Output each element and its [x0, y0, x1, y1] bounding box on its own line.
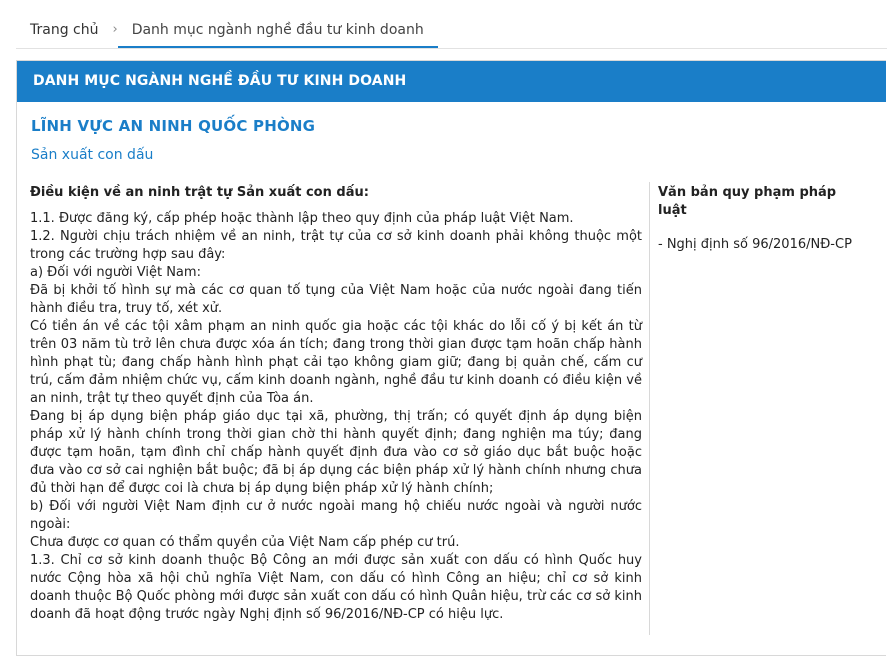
condition-paragraph: b) Đối với người Việt Nam định cư ở nước ngoài mang hộ chiếu nước ngoài và người nước ngoài: — [30, 499, 642, 532]
breadcrumb-current: Danh mục ngành nghề đầu tư kinh doanh — [118, 20, 438, 48]
conditions-body — [30, 210, 642, 624]
condition-paragraph: Đã bị khởi tố hình sự mà các cơ quan tố tụng của Việt Nam hoặc của nước ngoài đang tiến hành điều tra, truy tố, xét xử. — [30, 283, 642, 316]
condition-paragraph: a) Đối với người Việt Nam: — [30, 265, 201, 280]
condition-paragraph: Chưa được cơ quan có thẩm quyền của Việt Nam cấp phép cư trú. — [30, 535, 460, 550]
panel-header: DANH MỤC NGÀNH NGHỀ ĐẦU TƯ KINH DOANH — [17, 61, 886, 102]
condition-paragraph: 1.3. Chỉ cơ sở kinh doanh thuộc Bộ Công an mới được sản xuất con dấu có hình Quốc huy nước Cộng hòa xã hội chủ nghĩa Việt Nam, con dấu có hình Công an hiệu; chỉ cơ sở kinh doanh thuộc Bộ Quốc phòng mới được sản xuất con dấu có hình Quân hiệu, trừ các cơ sở kinh doanh đã hoạt động trước ngày Nghị định số 96/2016/NĐ-CP có hiệu lực. — [30, 553, 642, 622]
conditions-section — [30, 184, 642, 624]
legal-references — [658, 184, 868, 254]
breadcrumb-home-link[interactable]: Trang chủ — [30, 22, 99, 38]
condition-paragraph: Có tiền án về các tội xâm phạm an ninh quốc gia hoặc các tội khác do lỗi cố ý bị kết án từ trên 03 năm tù trở lên chưa được xóa án tích; đang trong thời gian được tạm hoãn chấp hành hình phạt tù; đang chấp hành hình phạt cải tạo không giam giữ; đang bị quản chế, cấm cư trú, cấm đảm nhiệm chức vụ, cấm kinh doanh ngành, nghề đầu tư kinh doanh có điều kiện về an ninh, trật tự theo quyết định của Tòa án. — [30, 319, 642, 406]
column-divider — [649, 182, 650, 635]
business-sub-title[interactable]: Sản xuất con dấu — [31, 147, 154, 163]
chevron-right-icon: › — [112, 22, 118, 37]
business-category-panel — [16, 60, 886, 656]
condition-paragraph: 1.2. Người chịu trách nhiệm về an ninh, trật tự của cơ sở kinh doanh phải không thuộc một trong các trường hợp sau đây: — [30, 229, 642, 262]
condition-paragraph: 1.1. Được đăng ký, cấp phép hoặc thành lập theo quy định của pháp luật Việt Nam. — [30, 211, 574, 226]
legal-reference-item[interactable]: - Nghị định số 96/2016/NĐ-CP — [658, 237, 852, 252]
legal-references-heading: Văn bản quy phạm pháp luật — [658, 185, 837, 218]
breadcrumb — [16, 0, 438, 48]
breadcrumb-divider — [16, 48, 887, 49]
condition-paragraph: Đang bị áp dụng biện pháp giáo dục tại xã, phường, thị trấn; có quyết định áp dụng biện pháp xử lý hành chính trong thời gian chờ thi hành quyết định; đang nghiện ma túy; đang được tạm hoãn, tạm đình chỉ chấp hành quyết định đưa vào cơ sở giáo dục bắt buộc hoặc đưa vào cơ sở cai nghiện bắt buộc; đã bị áp dụng các biện pháp xử lý hành chính nhưng chưa đủ thời hạn để được coi là chưa bị áp dụng biện pháp xử lý hành chính; — [30, 409, 642, 496]
conditions-heading: Điều kiện về an ninh trật tự Sản xuất con dấu: — [30, 185, 369, 200]
field-title: LĨNH VỰC AN NINH QUỐC PHÒNG — [31, 117, 316, 135]
